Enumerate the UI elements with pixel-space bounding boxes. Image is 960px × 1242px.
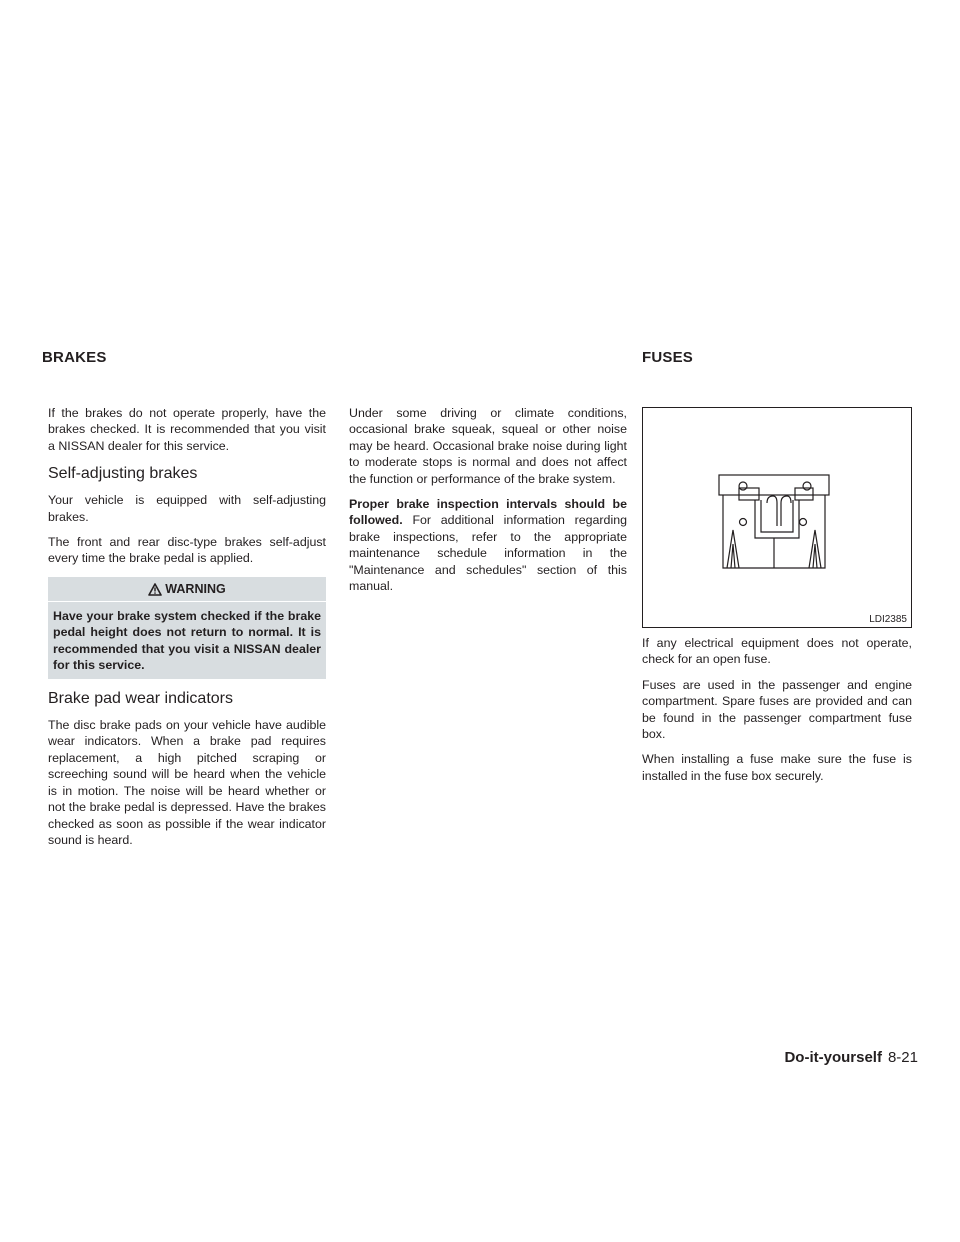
brakes-intro: If the brakes do not operate properly, have the brakes checked. It is recommended that you visit a NISSAN dealer for this service. <box>48 406 326 453</box>
fuse-illustration <box>643 408 911 627</box>
brakes-column-1 <box>48 405 326 857</box>
warning-label: WARNING <box>165 581 226 596</box>
pad-wear-p3 <box>349 496 627 594</box>
pad-wear-title: Brake pad wear indicators <box>48 690 233 708</box>
self-adjusting-title: Self-adjusting brakes <box>48 465 198 483</box>
fuses-p3: When installing a fuse make sure the fuse is installed in the fuse box securely. <box>642 752 912 783</box>
fuses-p2: Fuses are used in the passenger and engine compartment. Spare fuses are provided and can be found in the passenger compartment fuse box. <box>642 677 912 742</box>
brakes-column-2 <box>349 405 627 603</box>
fuses-heading: FUSES <box>642 349 694 366</box>
warning-box <box>48 577 326 679</box>
warning-triangle-icon <box>148 583 162 596</box>
figure-id: LDI2385 <box>869 614 907 625</box>
brakes-heading: BRAKES <box>42 349 107 366</box>
pad-wear-p1: The disc brake pads on your vehicle have audible wear indicators. When a brake pad requires replacement, a high pitched scraping or screeching sound will be heard when the vehicle is in motion. The noise will be heard whether or not the brake pedal is depressed. Have the brakes checked as soon as possible if the wear indicator sound is heard. <box>48 718 326 847</box>
page-footer <box>784 1049 918 1066</box>
fuse-figure <box>642 407 912 628</box>
warning-header <box>48 577 326 602</box>
self-adjusting-p1: Your vehicle is equipped with self-adjusting brakes. <box>48 493 326 524</box>
fuses-p1: If any electrical equipment does not operate, check for an open fuse. <box>642 636 912 667</box>
fuses-column <box>642 635 912 793</box>
pad-wear-p3-bold: Proper brake inspection intervals should be followed. <box>349 497 627 528</box>
footer-page-number: 8-21 <box>887 1049 918 1066</box>
warning-text: Have your brake system checked if the brake pedal height does not return to normal. It is recommended that you visit a NISSAN dealer for this service. <box>53 609 321 672</box>
self-adjusting-p2: The front and rear disc-type brakes self-adjust every time the brake pedal is applied. <box>48 535 326 566</box>
footer-section: Do-it-yourself <box>784 1049 882 1066</box>
pad-wear-p3-rest: For additional information regarding brake inspections, refer to the appropriate maintenance schedule information in the "Maintenance and schedules" section of this manual. <box>349 513 627 594</box>
pad-wear-p2: Under some driving or climate conditions, occasional brake squeak, squeal or other noise may be heard. Occasional brake noise during light to moderate stops is normal and does not affect the function or performance of the brake system. <box>349 406 627 486</box>
